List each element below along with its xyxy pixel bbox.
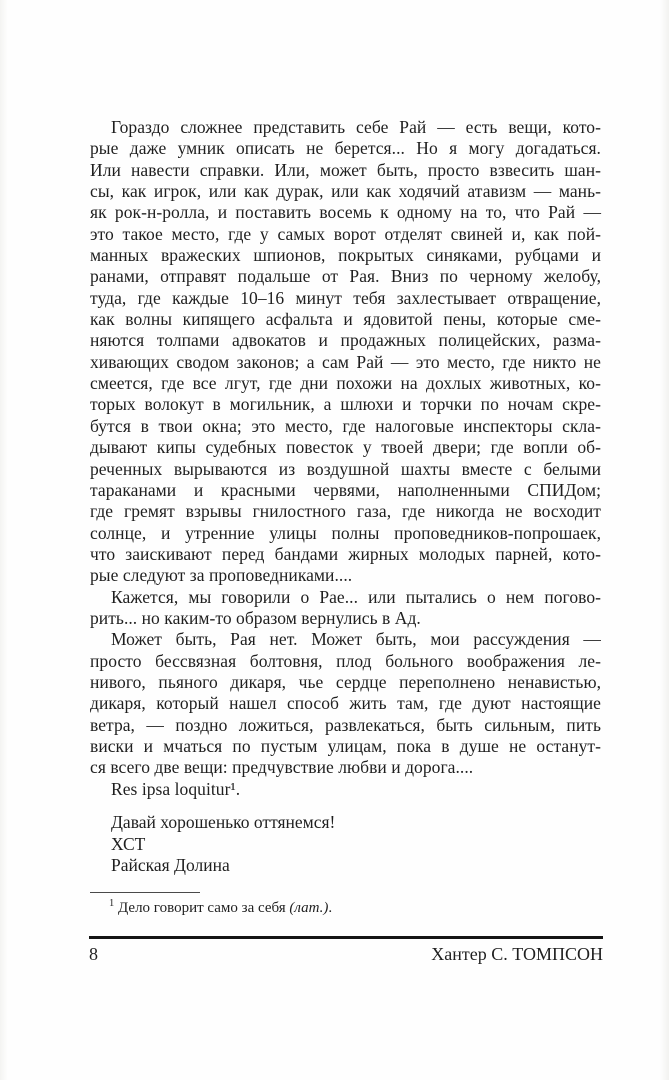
- footnote-language-note: (лат.): [289, 900, 329, 916]
- text-line: смеется, где все лгут, где дни похожи на дохлых животных, ко-: [90, 373, 601, 394]
- signature-line: Давай хорошенько оттянемся!: [111, 812, 336, 832]
- body-text: [90, 117, 601, 877]
- text-line: солнце, и утренние улицы полны проповедников-попрошаек,: [90, 522, 601, 543]
- text-line: рить... но каким-то образом вернулись в Ад.: [90, 607, 421, 628]
- text-line: сы, как игрок, или как дурак, или как ходячий атавизм — мань-: [90, 181, 601, 202]
- text-line: няются толпами адвокатов и продажных полицейских, разма-: [90, 330, 601, 351]
- footnote-marker: 1: [109, 898, 115, 909]
- text-line: дикаря, который нашел способ жить там, где дуют настоящие: [90, 693, 601, 714]
- page-footer: [89, 936, 603, 965]
- text-line: дывают кипы судебных повесток у твоей двери; где вопли об-: [90, 437, 601, 458]
- text-line: рые даже умник описать не берется... Но я могу догадаться.: [90, 138, 601, 159]
- page-number: 8: [89, 943, 98, 964]
- text-line: реченных вырываются из воздушной шахты вместе с белыми: [90, 458, 601, 479]
- text-line: хивающих сводом законов; а сам Рай — это место, где никто не: [90, 351, 601, 372]
- text-line: торых волокут в могильник, а шлюхи и торчки по ночам скре-: [90, 394, 601, 415]
- paragraphs-container: [90, 117, 601, 800]
- text-line: Кажется, мы говорили о Рае... или пытались о нем погово-: [111, 586, 601, 607]
- text-line: где гремят взрывы гнилостного газа, где никогда не восходит: [90, 501, 601, 522]
- text-line: это такое место, где у самых ворот отделят свиней и, как пой-: [90, 223, 601, 244]
- text-line: Или навести справки. Или, может быть, просто взвесить шан-: [90, 159, 601, 180]
- text-line: туда, где каждые 10–16 минут тебя захлестывает отвращение,: [90, 287, 601, 308]
- text-line: как волны кипящего асфальта и ядовитой пены, которые сме-: [90, 309, 601, 330]
- text-line: что заискивают перед бандами жирных молодых парней, кото-: [90, 543, 601, 564]
- text-line: виски и мчаться по пустым улицам, пока в душе не останут-: [90, 735, 601, 756]
- text-line: тараканами и красными червями, наполненными СПИДом;: [90, 479, 601, 500]
- text-line: манных вражеских шпионов, покрытых синяками, рубцами и: [90, 245, 601, 266]
- footer-rule: [89, 936, 603, 939]
- signature-block: [90, 812, 601, 877]
- footnote-block: [90, 892, 601, 918]
- signature-line: Райская Долина: [111, 855, 230, 876]
- footnote-separator-rule: [90, 892, 200, 893]
- text-line: ся всего две вещи: предчувствие любви и дорога....: [90, 757, 474, 778]
- signature-line: ХСТ: [111, 833, 146, 854]
- footnote-text: [90, 899, 601, 918]
- text-line: ветра, — поздно ложиться, развлекаться, быть сильным, пить: [90, 714, 601, 735]
- footnote-period: .: [328, 900, 333, 916]
- text-line: Гораздо сложнее представить себе Рай — есть вещи, кото-: [111, 117, 601, 137]
- running-head-author: Хантер С. ТОМПСОН: [431, 943, 603, 964]
- footnote-body: Дело говорит само за себя: [114, 900, 290, 916]
- text-line: нивого, пьяного дикаря, чье сердце переполнено ненавистью,: [90, 671, 601, 692]
- text-line: просто бессвязная болтовня, плод больного воображения ле-: [90, 650, 601, 671]
- text-line: ранами, отправят подальше от Рая. Вниз по черному желобу,: [90, 266, 601, 287]
- text-line: Res ipsa loquitur¹.: [111, 778, 241, 799]
- text-line: Может быть, Рая нет. Может быть, мои рассуждения —: [111, 629, 601, 650]
- text-line: як рок-н-ролла, и поставить восемь к одному на то, что Рай —: [90, 202, 601, 223]
- text-line: бутся в твои окна; это место, где налоговые инспекторы скла-: [90, 415, 601, 436]
- footer-row: [89, 943, 603, 965]
- text-line: рые следуют за проповедниками....: [90, 565, 353, 586]
